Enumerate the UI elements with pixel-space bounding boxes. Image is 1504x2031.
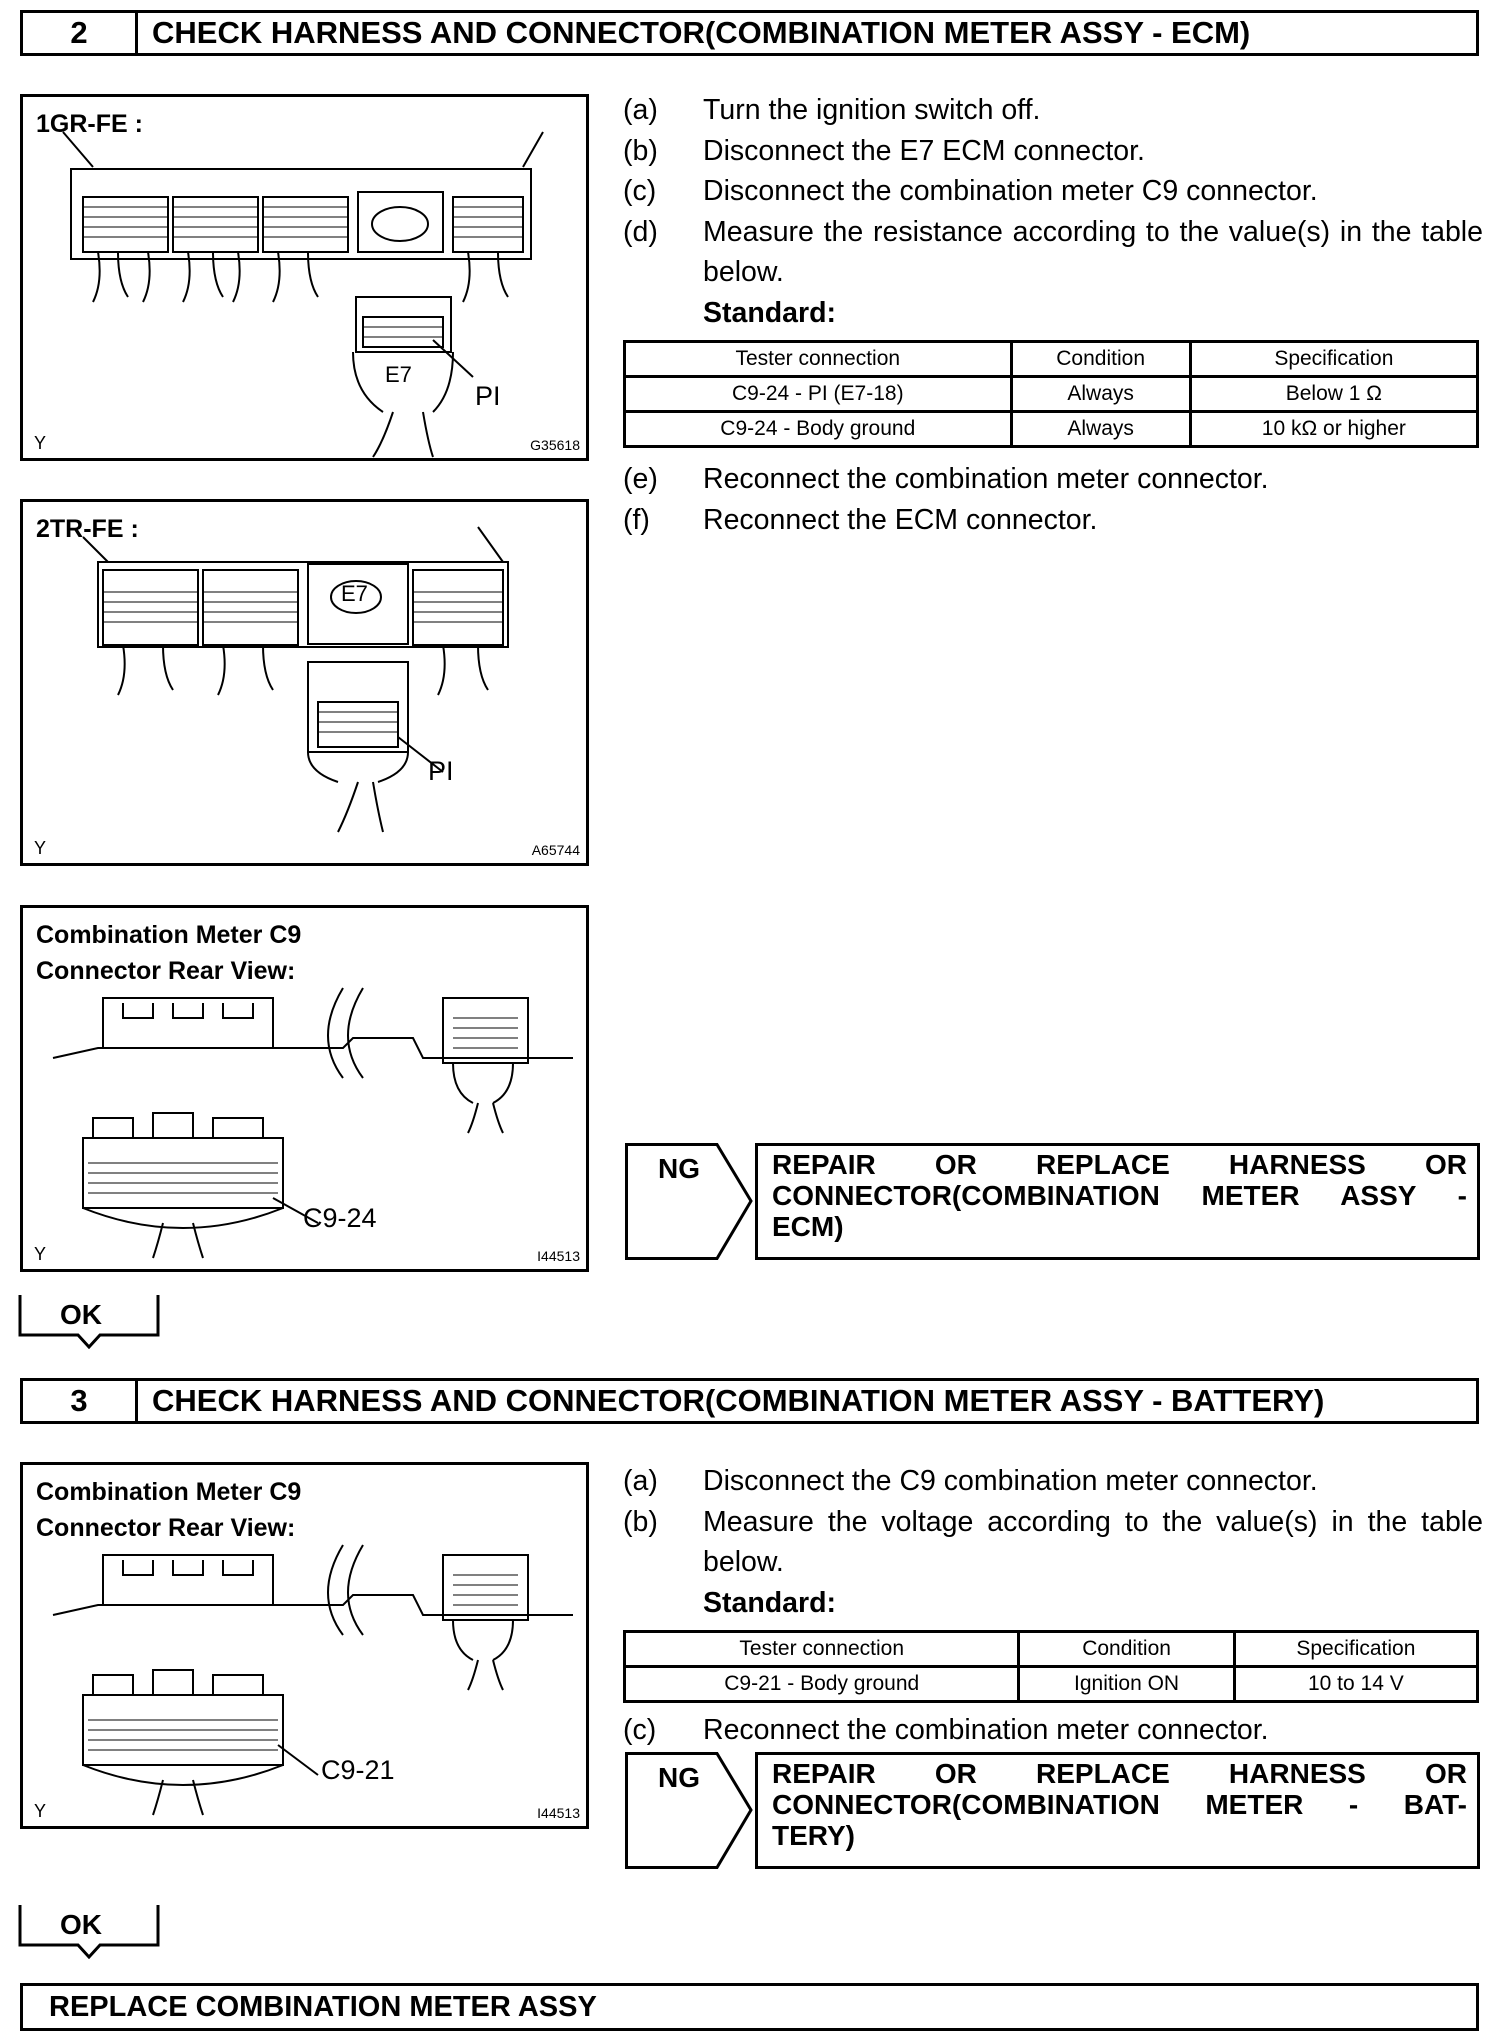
figure-label: 1GR-FE : [36, 110, 143, 138]
figure-code: I44513 [537, 1805, 580, 1821]
table-cell: 10 kΩ or higher [1190, 412, 1477, 447]
section-3-steps [623, 1461, 1483, 1623]
ng-action-box: REPAIR OR REPLACE HARNESS OR CONNECTOR(COMBINATION METER ASSY - ECM) [755, 1143, 1480, 1260]
figure-label-line2: Connector Rear View: [36, 957, 296, 985]
table-cell: 10 to 14 V [1234, 1667, 1477, 1702]
step-item: (d) Measure the resistance according to the value(s) in the table below. [623, 215, 1483, 288]
standard-label: Standard: [703, 296, 837, 329]
table-cell: C9-24 - Body ground [625, 412, 1012, 447]
pi-callout: PI [475, 381, 501, 411]
figure-code: A65744 [531, 842, 580, 858]
spec-table [623, 1630, 1479, 1703]
standard-label: Standard: [703, 1586, 837, 1619]
section-title: CHECK HARNESS AND CONNECTOR(COMBINATION METER ASSY - BATTERY) [152, 1383, 1325, 1418]
section-2-steps-after [623, 459, 1483, 540]
figure-code: G35618 [530, 437, 580, 453]
section-title: CHECK HARNESS AND CONNECTOR(COMBINATION METER ASSY - ECM) [152, 15, 1251, 50]
figure-label-line2: Connector Rear View: [36, 1514, 296, 1542]
figure-2tr-fe [20, 499, 589, 866]
table-row [625, 1667, 1478, 1702]
table-header: Specification [1234, 1632, 1477, 1667]
connector-e7-label: E7 [341, 581, 368, 606]
step-item: (b) Disconnect the E7 ECM connector. [623, 134, 1145, 167]
step-item: (e) Reconnect the combination meter connector. [623, 463, 1269, 495]
figure-label: 2TR-FE : [36, 515, 139, 543]
step-item: (f) Reconnect the ECM connector. [623, 503, 1098, 536]
table-cell: Below 1 Ω [1190, 377, 1477, 412]
figure-1gr-fe [20, 94, 589, 461]
figure-c9-connector [20, 905, 589, 1272]
step-item: (c) Reconnect the combination meter connector. [623, 1714, 1269, 1746]
ng-label: NG [658, 1762, 700, 1793]
figure-label [36, 1474, 301, 1546]
figure-label-line1: Combination Meter C9 [36, 921, 302, 949]
table-cell: C9-24 - PI (E7-18) [625, 377, 1012, 412]
figure-y-marker: Y [34, 433, 47, 453]
ng-label: NG [658, 1153, 700, 1184]
spec-table [623, 340, 1479, 448]
ng-action-box: REPAIR OR REPLACE HARNESS OR CONNECTOR(COMBINATION METER - BAT- TERY) [755, 1752, 1480, 1869]
table-header: Tester connection [625, 342, 1012, 377]
c9-24-callout: C9-24 [303, 1203, 377, 1233]
connector-e7-label: E7 [385, 362, 412, 387]
ok-label: OK [60, 1299, 102, 1330]
section-2-header [20, 10, 1479, 56]
figure-c9-connector-battery [20, 1462, 589, 1829]
table-row [625, 377, 1478, 412]
table-cell: Always [1011, 412, 1190, 447]
section-3-steps-after [623, 1710, 1483, 1751]
table-header: Specification [1190, 342, 1477, 377]
table-header-row [625, 342, 1478, 377]
table-cell: Always [1011, 377, 1190, 412]
table-cell: C9-21 - Body ground [625, 1667, 1019, 1702]
table-row [625, 412, 1478, 447]
final-action-box [20, 1983, 1479, 2031]
figure-label-line1: Combination Meter C9 [36, 1478, 302, 1506]
section-2-steps [623, 90, 1483, 333]
figure-label [36, 917, 301, 989]
table-header-row [625, 1632, 1478, 1667]
step-item: (a) Disconnect the C9 combination meter connector. [623, 1465, 1318, 1497]
ecm-connector-illustration [23, 97, 586, 458]
step-item: (b) Measure the voltage according to the value(s) in the table below. [623, 1505, 1483, 1578]
table-header: Condition [1011, 342, 1190, 377]
pi-callout: PI [428, 756, 454, 786]
ecm-connector-illustration [23, 502, 586, 863]
final-action-title: REPLACE COMBINATION METER ASSY [49, 1990, 597, 2023]
table-header: Condition [1019, 1632, 1234, 1667]
section-number: 3 [23, 1381, 138, 1421]
figure-y-marker: Y [34, 838, 47, 858]
table-cell: Ignition ON [1019, 1667, 1234, 1702]
c9-21-callout: C9-21 [321, 1755, 395, 1785]
table-header: Tester connection [625, 1632, 1019, 1667]
figure-y-marker: Y [34, 1244, 47, 1264]
figure-code: I44513 [537, 1248, 580, 1264]
ok-label: OK [60, 1909, 102, 1940]
step-item: (a) Turn the ignition switch off. [623, 94, 1041, 126]
step-item: (c) Disconnect the combination meter C9 connector. [623, 175, 1318, 207]
figure-y-marker: Y [34, 1801, 47, 1821]
section-number: 2 [23, 13, 138, 53]
section-3-header [20, 1378, 1479, 1424]
